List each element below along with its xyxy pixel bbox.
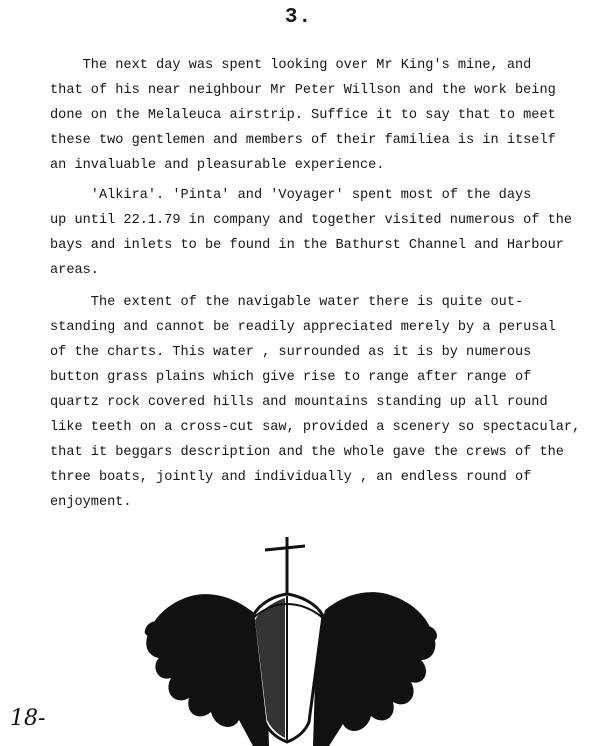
text-line: quartz rock covered hills and mountains standing up all round — [50, 395, 548, 410]
boat-bow-wave-illustration — [135, 532, 445, 746]
text-line: up until 22.1.79 in company and together visited numerous of the — [50, 213, 573, 228]
paragraph-boats — [50, 183, 580, 283]
text-line: 'Alkira'. 'Pinta' and 'Voyager' spent most of the days — [50, 188, 532, 203]
text-line: an invaluable and pleasurable experience. — [50, 158, 385, 173]
mast-cross — [265, 537, 305, 594]
paragraph-mine-visit — [50, 53, 580, 178]
left-bow-wave — [146, 594, 269, 746]
text-line: of the charts. This water , surrounded as it is by numerous — [50, 345, 532, 360]
text-line: button grass plains which give rise to range after range of — [50, 370, 532, 385]
text-line: done on the Melaleuca airstrip. Suffice it to say that to meet — [50, 108, 556, 123]
text-line: like teeth on a cross-cut saw, provided a scenery so spectacular, — [50, 420, 581, 435]
page-number: 3. — [284, 6, 313, 29]
text-line: these two gentlemen and members of their familiea is in itself — [50, 133, 556, 148]
text-line: areas. — [50, 263, 99, 278]
paragraph-navigable-water — [50, 290, 580, 515]
right-bow-wave — [313, 592, 435, 746]
text-line: enjoyment. — [50, 495, 132, 510]
handwritten-page-number: 18- — [10, 706, 46, 731]
text-line: The next day was spent looking over Mr King's mine, and — [50, 58, 532, 73]
text-line: that of his near neighbour Mr Peter Willson and the work being — [50, 83, 556, 98]
text-line: three boats, jointly and individually , an endless round of — [50, 470, 532, 485]
text-line: bays and inlets to be found in the Bathurst Channel and Harbour — [50, 238, 564, 253]
text-line: standing and cannot be readily appreciated merely by a perusal — [50, 320, 556, 335]
text-line: that it beggars description and the whole gave the crews of the — [50, 445, 564, 460]
text-line: The extent of the navigable water there is quite out- — [50, 295, 524, 310]
